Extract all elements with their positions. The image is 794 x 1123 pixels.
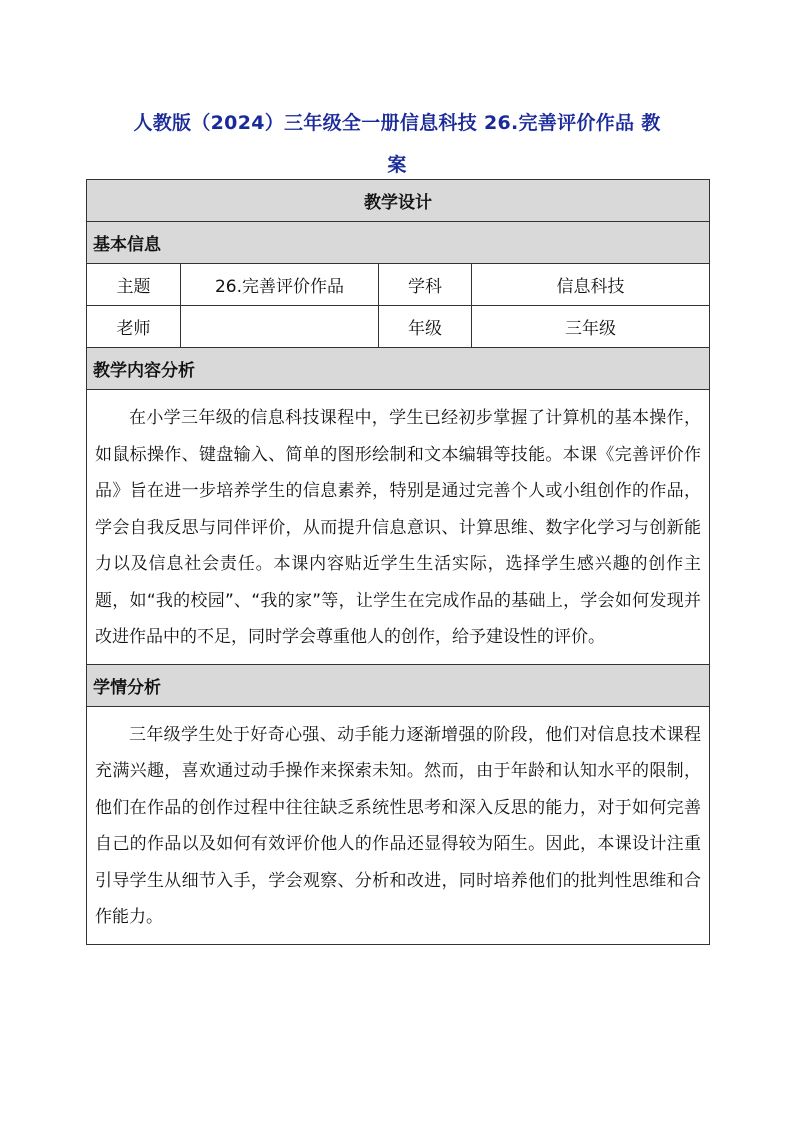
table-header: 教学设计	[87, 180, 710, 222]
section-basic-info: 基本信息	[87, 222, 710, 264]
section-content-analysis: 教学内容分析	[87, 348, 710, 390]
section-learner-analysis: 学情分析	[87, 664, 710, 706]
document-title	[110, 102, 684, 186]
document-title-line-2: 案	[387, 154, 407, 176]
learner-analysis-text: 三年级学生处于好奇心强、动手能力逐渐增强的阶段，他们对信息技术课程充满兴趣，喜欢通过动手操作来探索未知。然而，由于年龄和认知水平的限制，他们在作品的创作过程中往往缺乏系统性思考和深入反思的能力，对于如何完善自己的作品以及如何有效评价他人的作品还显得较为陌生。因此，本课设计注重引导学生从细节入手，学会观察、分析和改进，同时培养他们的批判性思维和合作能力。	[87, 706, 710, 944]
topic-label: 主题	[87, 264, 181, 306]
lesson-plan-table	[86, 179, 710, 945]
subject-label: 学科	[379, 264, 472, 306]
grade-value: 三年级	[472, 306, 710, 348]
subject-value: 信息科技	[472, 264, 710, 306]
document-title-line-1: 人教版（2024）三年级全一册信息科技 26.完善评价作品 教	[133, 112, 661, 134]
teacher-value	[181, 306, 379, 348]
topic-value: 26.完善评价作品	[181, 264, 379, 306]
grade-label: 年级	[379, 306, 472, 348]
content-analysis-text: 在小学三年级的信息科技课程中，学生已经初步掌握了计算机的基本操作，如鼠标操作、键盘输入、简单的图形绘制和文本编辑等技能。本课《完善评价作品》旨在进一步培养学生的信息素养，特别是通过完善个人或小组创作的作品，学会自我反思与同伴评价，从而提升信息意识、计算思维、数字化学习与创新能力以及信息社会责任。本课内容贴近学生生活实际，选择学生感兴趣的创作主题，如“我的校园”、“我的家”等，让学生在完成作品的基础上，学会如何发现并改进作品中的不足，同时学会尊重他人的创作，给予建设性的评价。	[87, 390, 710, 665]
teacher-label: 老师	[87, 306, 181, 348]
